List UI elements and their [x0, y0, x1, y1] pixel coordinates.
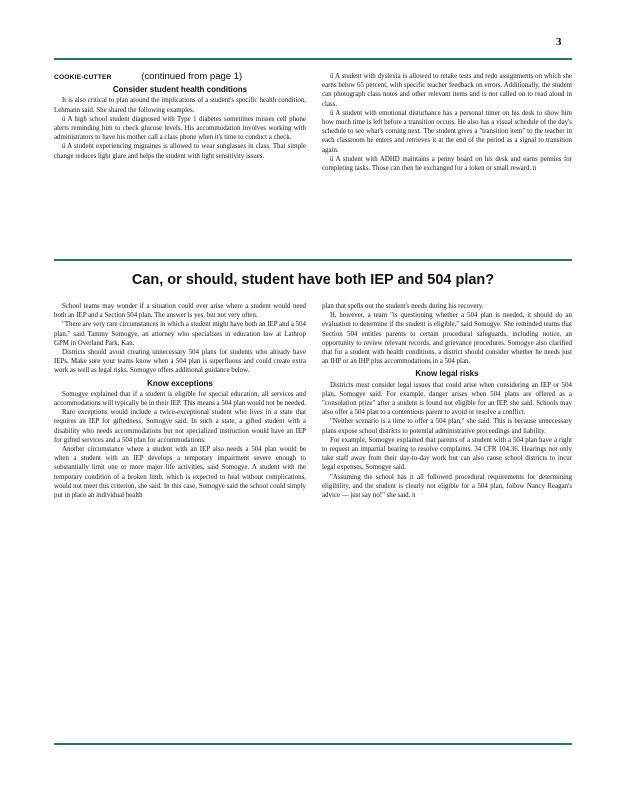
body-paragraph: ü A student with dyslexia is allowed to retake tests and redo assignments on which she earns below 65 percent, with specific teacher feedback on errors. Additionally, the student can photograph class notes and other relevant items and is not called on to read aloud in class.	[322, 73, 572, 108]
top-divider	[54, 58, 572, 60]
body-paragraph: Somogye explained that if a student is eligible for special education, all services and accommodations will typically be in their IEP. This means a 504 plan would not be needed.	[54, 390, 306, 408]
body-paragraph: "Assuming the school has it all followed procedural requirements for determining eligibility, and the student is clearly not eligible for a 504 plan, follow Nancy Reagan's advice — just say no!" she said. n	[322, 473, 572, 500]
body-paragraph: ü A student experiencing migraines is allowed to wear sunglasses in class. That simple change reduces light glare and helps the student with light sensitivity issues.	[54, 143, 306, 160]
body-paragraph: Districts should avoid creating unnecessary 504 plans for students who already have IEPs. Make sure your teams know when a 504 plan is superfluous and could create extra work as well as legal risks. Somogye offers additional guidance below.	[54, 349, 306, 375]
body-paragraph: If, however, a team "is questioning whether a 504 plan is needed, it should do an evaluation to determine if the student is eligible," said Somogye. She reminded teams that Section 504 entitles parents to certain procedural safeguards, including notice, an opportunity to review relevant records, and grievance procedures. Somogye also clarified that for a student with health conditions, a district should consider whether he needs just an IHP or an IHP plus accommodations in a 504 plan.	[322, 312, 572, 366]
body-paragraph: It is also critical to plan around the implications of a student's specific health condition, Lehmann said. She shared the following examples.	[54, 97, 306, 114]
subhead-health-conditions: Consider student health conditions	[112, 85, 248, 95]
page-number: 3	[556, 36, 562, 48]
body-paragraph: ü A high school student diagnosed with Type 1 diabetes sometimes misses cell phone alerts reminding him to check glucose levels. His accommodation involves working with administrators to have his mother call a class phone when it's time to conduct a check.	[54, 115, 306, 142]
kicker-row	[54, 72, 306, 82]
body-paragraph: "There are very rare circumstances in which a student might have both an IEP and a 504 plan," said Tammy Somogye, an attorney who specializes in education law at Lathrop GPM in Overland Park, Kan.	[54, 321, 306, 347]
subhead-know-exceptions: Know exceptions	[147, 378, 213, 388]
body-paragraph: Districts must consider legal issues that could arise when considering an IEP or 504 plan, Somogye said. For example, danger arises when 504 plans are offered as a "consolation prize" after a student is found not eligible for an IEP, she said. Schools may also offer a 504 plan to a contentious parent to avoid or resolve a conflict.	[322, 381, 572, 417]
section-divider	[54, 259, 572, 261]
article-headline: Can, or should, student have both IEP and 504 plan?	[131, 272, 495, 288]
body-paragraph: For example, Somogye explained that parents of a student with a 504 plan have a right to request an impartial hearing to resolve complaints. 34 CFR 104.36. Hearings not only take staff away from their day-to-day work but can also cause school districts to incur legal expenses, Somogye said.	[322, 436, 572, 472]
top-right-column	[322, 72, 572, 173]
kicker-label: COOKIE-CUTTER	[54, 74, 112, 81]
body-paragraph: ü A student with emotional disturbance has a personal timer on his desk to show him how much time is left before a transition occurs. He also has a visual schedule of the day's schedule to see what's coming next. The student gives a "transition item" to the teacher in each classroom he enters and retrieves it at the end of the period as a signal to transition again.	[322, 109, 572, 154]
body-paragraph: School teams may wonder if a situation could ever arise where a student would need both an IEP and a Section 504 plan. The answer is yes, but not very often.	[54, 303, 306, 320]
bottom-divider	[54, 743, 572, 745]
bottom-right-column	[322, 302, 572, 500]
body-paragraph: ü A student with ADHD maintains a penny board on his desk and earns pennies for completing tasks. Those can then be exchanged for a token or small reward. n	[322, 155, 572, 173]
body-paragraph: Another circumstance where a student with an IEP also needs a 504 plan would be when a student with an IEP develops a temporary impairment severe enough to substantially limit one or more major life activities, said Somogye. A student with the temporary condition of a broken limb, which is expected to heal without complications, would not meet this criterion, she said. In this case, Somogye said the school could simply put in place an individual health	[54, 446, 306, 500]
bottom-left-column	[54, 302, 306, 500]
top-left-column	[54, 72, 306, 161]
body-paragraph: "Neither scenario is a time to offer a 504 plan," she said. This is because unnecessary plans expose school districts to potential administrative proceedings and liability.	[322, 418, 572, 435]
body-paragraph: Rare exceptions would include a twice-exceptional student who lives in a state that requires an IEP for giftedness, Somogye said. In such a state, a gifted student with a disability who needs accommodations but not specialized instruction would have an IEP for gifted services and a 504 plan for accommodations.	[54, 409, 306, 444]
continued-from-label: (continued from page 1)	[141, 71, 243, 82]
subhead-know-legal-risks: Know legal risks	[415, 369, 479, 379]
body-paragraph: plan that spells out the student's needs during his recovery.	[322, 303, 484, 310]
